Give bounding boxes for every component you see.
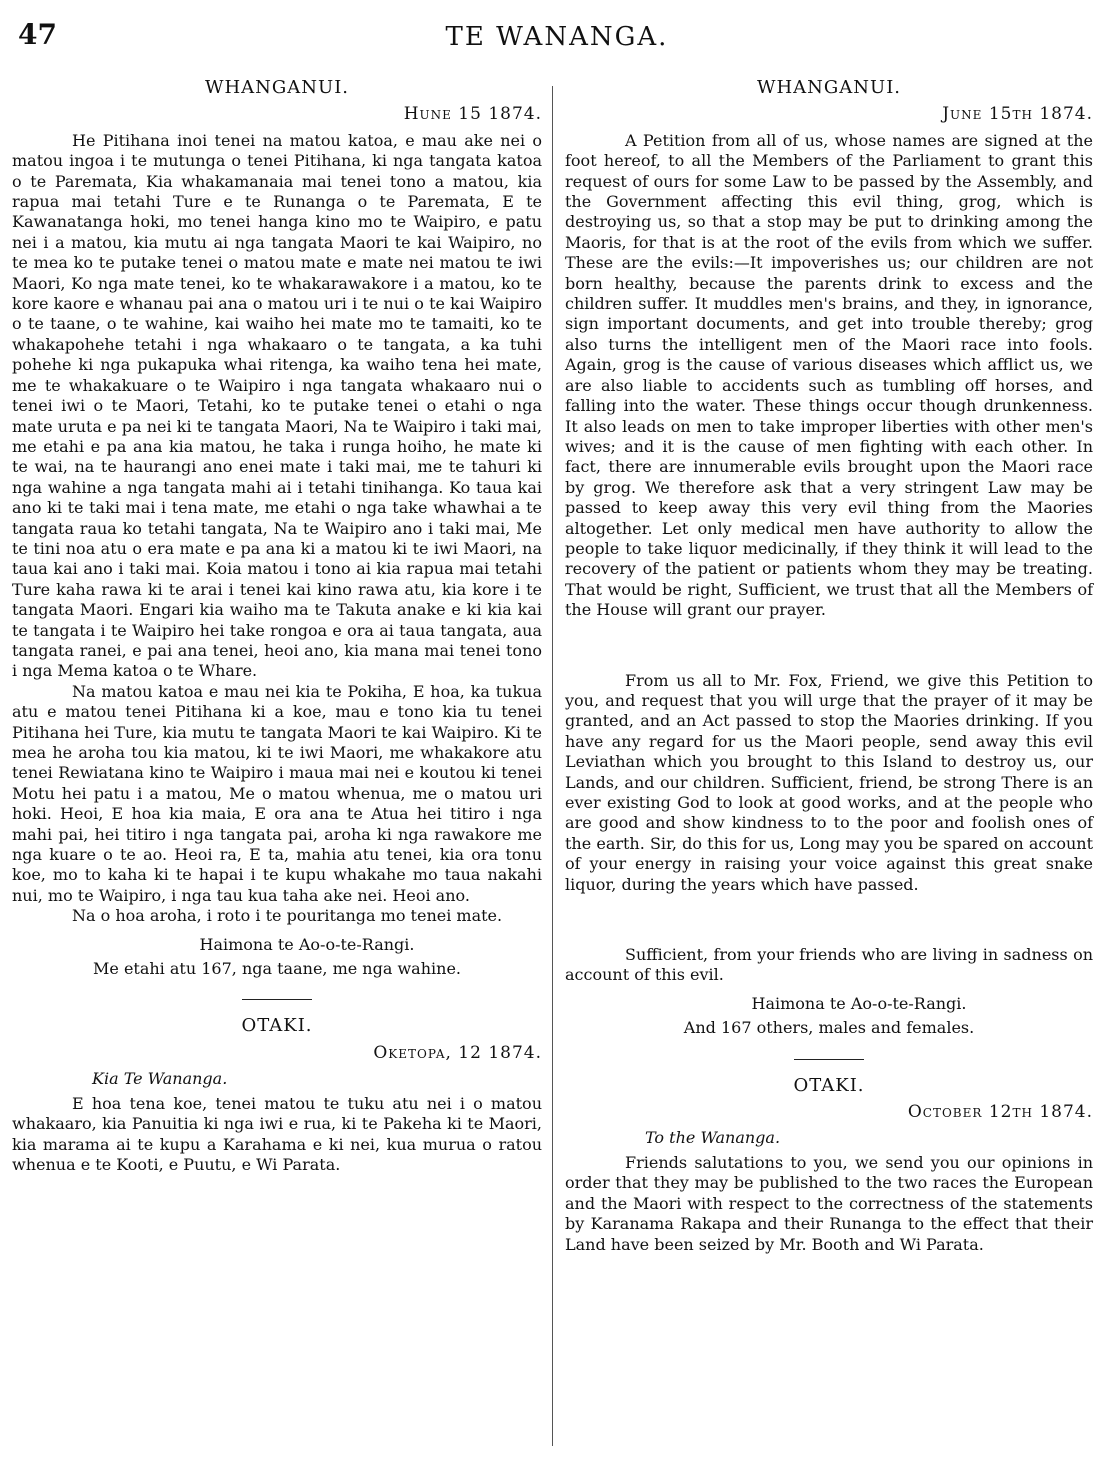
section-heading-otaki: OTAKI.	[241, 1015, 313, 1037]
page-number: 47	[18, 18, 57, 51]
closing-paragraph: Na o hoa aroha, i roto i te pouritanga mo tenei mate.	[72, 906, 503, 926]
letter-paragraph: Friends salutations to you, we send you our opinions in order that they may be published to the two races the European and the Maori with respect to the correctness of the statements by Karanama Rakapa and their Runanga to the effect that their Land have been seized by Mr. Booth and Wi Parata.	[565, 1152, 1093, 1254]
signature: Haimona te Ao-o-te-Rangi.	[751, 993, 967, 1013]
salutation: To the Wananga.	[645, 1128, 781, 1148]
section-date: October 12th 1874.	[907, 1102, 1093, 1123]
address-paragraph: From us all to Mr. Fox, Friend, we give this Petition to you, and request that you will urge that the prayer of it may be granted, and an Act passed to stop the Maories drinking. If you have any regard for us the Maori people, send away this evil Leviathan which you brought to this Island to destroy us, our Lands, and our children. Sufficient, friend, be strong There is an ever existing God to look at good works, and at the people who are good and show kindness to to the poor and foolish ones of the earth. Sir, do this for us, Long may you be spared on account of your energy in raising your voice against this great snake liquor, during the years which have passed.	[565, 670, 1093, 894]
page-title: TE WANANGA.	[445, 22, 669, 52]
section-date: June 15th 1874.	[942, 104, 1093, 125]
closing-paragraph: Sufficient, from your friends who are living in sadness on account of this evil.	[565, 945, 1093, 985]
section-date: Hune 15 1874.	[403, 104, 542, 125]
address-paragraph: Na matou katoa e mau nei kia te Pokiha, E hoa, ka tukua atu e matou tenei Pitihana ki a koe, mau e tono kia tu tenei Pitihana hei Ture, kia mutu te tangata Maori te kai Waipiro. Ki te mea he aroha tou kia matou, ki te iwi Maori, me whakakore atu tenei Rewiatana kino te Waipiro i maua mai nei e koutou ki tenei Motu hei patu i a matou, Me o matou whenua, me o matou uri hoki. Heoi, E hoa kia maia, E ora ana te Atua hei titiro i nga mahi pai, hei titiro i nga tangata pai, aroha ki nga rawakore me nga kuare o te ao. Heoi ra, E ta, mahia atu tenei, kia ora tonu koe, mo to kaha ki te hapai i te kupu whakahe mo taua nakahi nui, mo te Waipiro, i nga tau kua taha ake nei. Heoi ano.	[12, 681, 542, 905]
section-rule	[794, 1059, 864, 1060]
signature: Haimona te Ao-o-te-Rangi.	[199, 934, 415, 954]
section-heading-otaki: OTAKI.	[793, 1074, 865, 1096]
letter-paragraph: E hoa tena koe, tenei matou te tuku atu nei i o matou whakaaro, kia Panuitia ki nga iwi e rua, ki te Pakeha ki te Maori, kia marama ai te kupu a Karahama e ki nei, kua murua o ratou whenua e te Kooti, e Puutu, e Wi Parata.	[12, 1093, 542, 1174]
salutation: Kia Te Wananga.	[92, 1069, 228, 1089]
signatories-note: Me etahi atu 167, nga taane, me nga wahine.	[93, 959, 461, 979]
signatories-note: And 167 others, males and females.	[683, 1018, 975, 1038]
section-date: Oketopa, 12 1874.	[373, 1042, 542, 1063]
english-column	[565, 70, 1093, 1255]
petition-paragraph: A Petition from all of us, whose names are signed at the foot hereof, to all the Members of the Parliament to grant this request of ours for some Law to be passed by the Assembly, and the Government affecting this evil thing, grog, which is destroying us, so that a stop may be put to drinking among the Maoris, for that is at the root of the evils from which we suffer. These are the evils:—It impoverishes us; our children are not born healthy, because the parents drink to excess and the children suffer. It muddles men's brains, and they, in ignorance, sign important documents, and get into trouble thereby; grog also turns the intelligent men of the Maori race into fools. Again, grog is the cause of various diseases which afflict us, we are also liable to accidents such as tumbling off horses, and falling into the water. These things occur though drunkenness. It also leads on men to take improper liberties with other men's wives; and it is the cause of men fighting with each other. In fact, there are innumerable evils brought upon the Maori race by grog. We therefore ask that a very stringent Law may be passed to keep away this very evil thing from the Maories altogether. Let only medical men have authority to allow the people to take liquor medicinally, if they think it will lead to the recovery of the patient or patients whom they may be treating. That would be right, Sufficient, we trust that all the Members of the House will grant our prayer.	[565, 130, 1093, 620]
column-divider	[552, 86, 553, 1446]
section-heading-whanganui: WHANGANUI.	[756, 77, 902, 98]
section-heading-whanganui: WHANGANUI.	[204, 77, 350, 98]
petition-paragraph: He Pitihana inoi tenei na matou katoa, e mau ake nei o matou ingoa i te mutunga o tenei Pitihana, ki nga tangata katoa o te Paremata, Kia whakamanaia mai tenei tono a matou, kia rapua mai tetahi Ture e te Runanga o te Paremata, E te Kawanatanga hoki, mo tenei hanga kino mo te Waipiro, e patu nei i a matou, kia mutu ai nga tangata Maori te kai Waipiro, no te mea ko te putake tenei o matou mate e mate nei matou te iwi Maori, Ko nga mate tenei, ko te whakarawakore i a matou, ko te kore kaore e whanau pai ana o matou uri i te nui o te kai Waipiro o te taane, o te wahine, kai waiho hei mate mo te tamaiti, ko te whakapohehe tetahi i nga whakaaro o te tangata, a ka tuhi pohehe ki nga pukapuka whai ritenga, ka waiho tena hei mate, me te whakakuare o te Waipiro i nga tangata whakaaro nui o tenei iwi o te Maori, Tetahi, ko te putake tenei o etahi o nga mate uruta e pa nei ki te tangata Maori, Na te Waipiro i taki mai, me etahi e pa ana kia matou, he taka i runga hoiho, he mate ki te wai, na te haurangi ano enei mate i taki mai, me te tahuri ki nga wahine a nga tangata mahi ai i tetahi tinihanga. Ko taua kai ano ki te taki mai i tena mate, me etahi o nga take whawhai a te tangata raua ko tetahi tangata, Na te Waipiro ano i taki mai, Me te tini noa atu o era mate e pa ana ki a matou ki te iwi Maori, na taua kai ano i taki mai. Koia matou i tono ai kia rapua mai tetahi Ture kaha rawa ki te arai i tenei kai kino rawa atu, kia kore i te tangata Maori. Engari kia waiho ma te Takuta anake e ki kia kai te tangata i te Waipiro hei take rongoa e ora ai taua tangata, aua tangata ranei, e pai ana tenei, heoi ano, kia mana mai tenei tono i nga Mema katoa o te Whare.	[12, 130, 542, 681]
section-rule	[242, 999, 312, 1000]
maori-column	[12, 70, 542, 1175]
